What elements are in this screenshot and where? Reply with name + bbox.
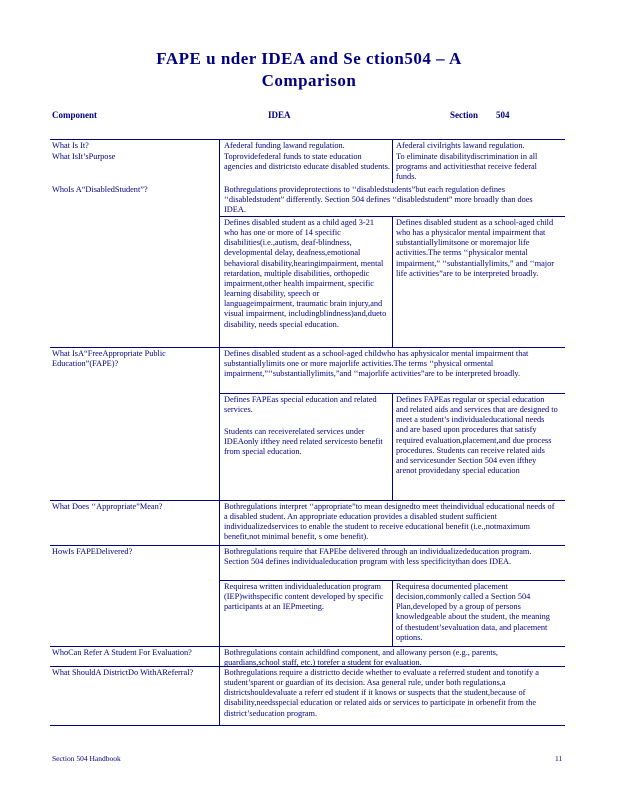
cell-both-delivered: Bothregulations require that FAPEbe delivered through an individualizededucation program. Section 504 defines individualeducation program with less specificitythan does IDEA. [224,547,532,567]
cell-s504-purpose: To eliminate disabilitydiscrimination in all programs and activitiesthat receive federal funds. [396,152,538,182]
cell-idea-fape-services: Students can receiverelated services under IDEAonly ifthey need related servicesto benefit from special education. [224,427,383,457]
table-rule [50,545,565,546]
table-top-rule [50,139,565,140]
table-bottom-rule [50,725,565,726]
table-split-divider [392,393,393,500]
row-label-purpose: What IsIt’sPurpose [52,152,116,161]
cell-s504-delivered: Requiresa documented placement decision,commonly called a Section 504 Plan,developed by a group of persons knowledgeable about the student, the meaning of thestudent’sevaluation data, and placement options. [396,582,550,642]
footer-handbook-title: Section 504 Handbook [52,754,121,763]
cell-both-refer: Bothregulations contain achildfind component, and allowany person (e.g., parents, guardians,school staff, etc.) torefer a student for evaluation. [224,648,498,668]
cell-idea-purpose: Toprovidefederal funds to state education agencies and districtsto educate disabled students. [224,152,390,172]
row-label-refer: WhoCan Refer A Student For Evaluation? [52,648,192,657]
cell-both-referral: Bothregulations require a districtto decide whether to evaluate a referred student and tonotify a student’sparent or guardian of its decision. Asa general rule, under both regulations,a districtshouldevaluate a referr ed student if it knows or suspects that the student,because of disability,needsspecial education or related aids or services to participate in orbenefit from the district’seducation program. [224,668,539,718]
cell-idea-what-is-it: Afederal funding lawand regulation. [224,141,345,150]
cell-idea-fape-definition: Defines FAPEas special education and related services. [224,395,377,415]
table-split-divider [392,139,393,183]
cell-idea-delivered: Requiresa written individualeducation program (IEP)withspecific content developed by specific participants at an IEPmeeting. [224,582,384,612]
header-component: Component [52,110,98,120]
cell-s504-fape: Defines FAPEas regular or special education and related aids and services that are designed to meet a student’s individualeducational needs and are based upon procedures that satisfy required evaluation,placement,and due process procedures. Students can receive related aids and servicesunder Section 504 even ifthey arenot providedany special education [396,395,558,476]
page-title-line-2: Comparison [261,71,357,90]
cell-both-appropriate: Bothregulations interpret ‘‘appropriate”to mean designedto meet theindividual educational needs of a disabled student. An appropriate education provides a disabled student sufficient individualizedservices to enable the student to receive educational benefit (i.e.,notmaximum benefit,not minimal benefit, s ome benefit). [224,502,555,542]
cell-both-fape: Defines disabled student as a school-aged childwho has aphysicalor mental impairment that substantiallylimits one or more majorlife activities.The terms ‘‘physical ormental impairment,”‘‘substantiallylimits,”and ‘‘majorlife activities”are to be interpreted broadly. [224,349,529,379]
cell-idea-disabled-student: Defines disabled student as a child aged 3-21 who has one or more of 14 specific disabilities(i.e.,autism, deaf-blindness, developmental delay, deafness,emotional behavioral disability,hearingimpairment, mental retardation, multiple disabilities, orthopedic impairment,other health impairment, specific learning disability, speech or languageimpairment, traumatic brain injury,and visual impairment, includingblindness)and,dueto disability, needs special education. [224,218,387,329]
page-title [0,48,618,92]
table-column-divider [219,139,220,725]
row-label-fape: What IsA“FreeAppropriate Public Education”(FAPE)? [52,349,166,369]
row-label-what-is-it: What Is It? [52,141,89,150]
header-section504: Section 504 [450,110,510,120]
cell-s504-disabled-student: Defines disabled student as a school-aged child who has a physicalor mental impairment that substantiallylimitsone or moremajor life activities.The terms ‘‘physicalor mental impairment,” ‘‘substantiallylimits,” and ‘‘major life activities”are to be interpreted broadly. [396,218,554,278]
footer-page-number: 11 [555,754,563,763]
table-rule [50,646,565,647]
table-split-divider [392,216,393,347]
table-rule [50,500,565,501]
row-label-delivered: HowIs FAPEDelivered? [52,547,133,556]
header-idea: IDEA [268,110,291,120]
page-title-line-1: FAPE u nder IDEA and Se ction504 – A [156,49,462,68]
cell-s504-what-is-it: Afederal civilrights lawand regulation. [396,141,525,150]
row-label-appropriate: What Does ‘‘Appropriate”Mean? [52,502,163,511]
row-label-disabled-student: WhoIs A“DisabledStudent”? [52,185,148,194]
row-label-referral: What ShouldA DistrictDo WithAReferral? [52,668,194,677]
cell-both-disabled-student: Bothregulations provideprotections to ‘‘disabledstudents”but each regulation defines ‘‘disabledstudent” differently. Section 504 defines ‘‘disabledstudent” more broadly than does IDEA. [224,185,533,215]
table-rule [50,347,565,348]
table-split-divider [392,580,393,646]
